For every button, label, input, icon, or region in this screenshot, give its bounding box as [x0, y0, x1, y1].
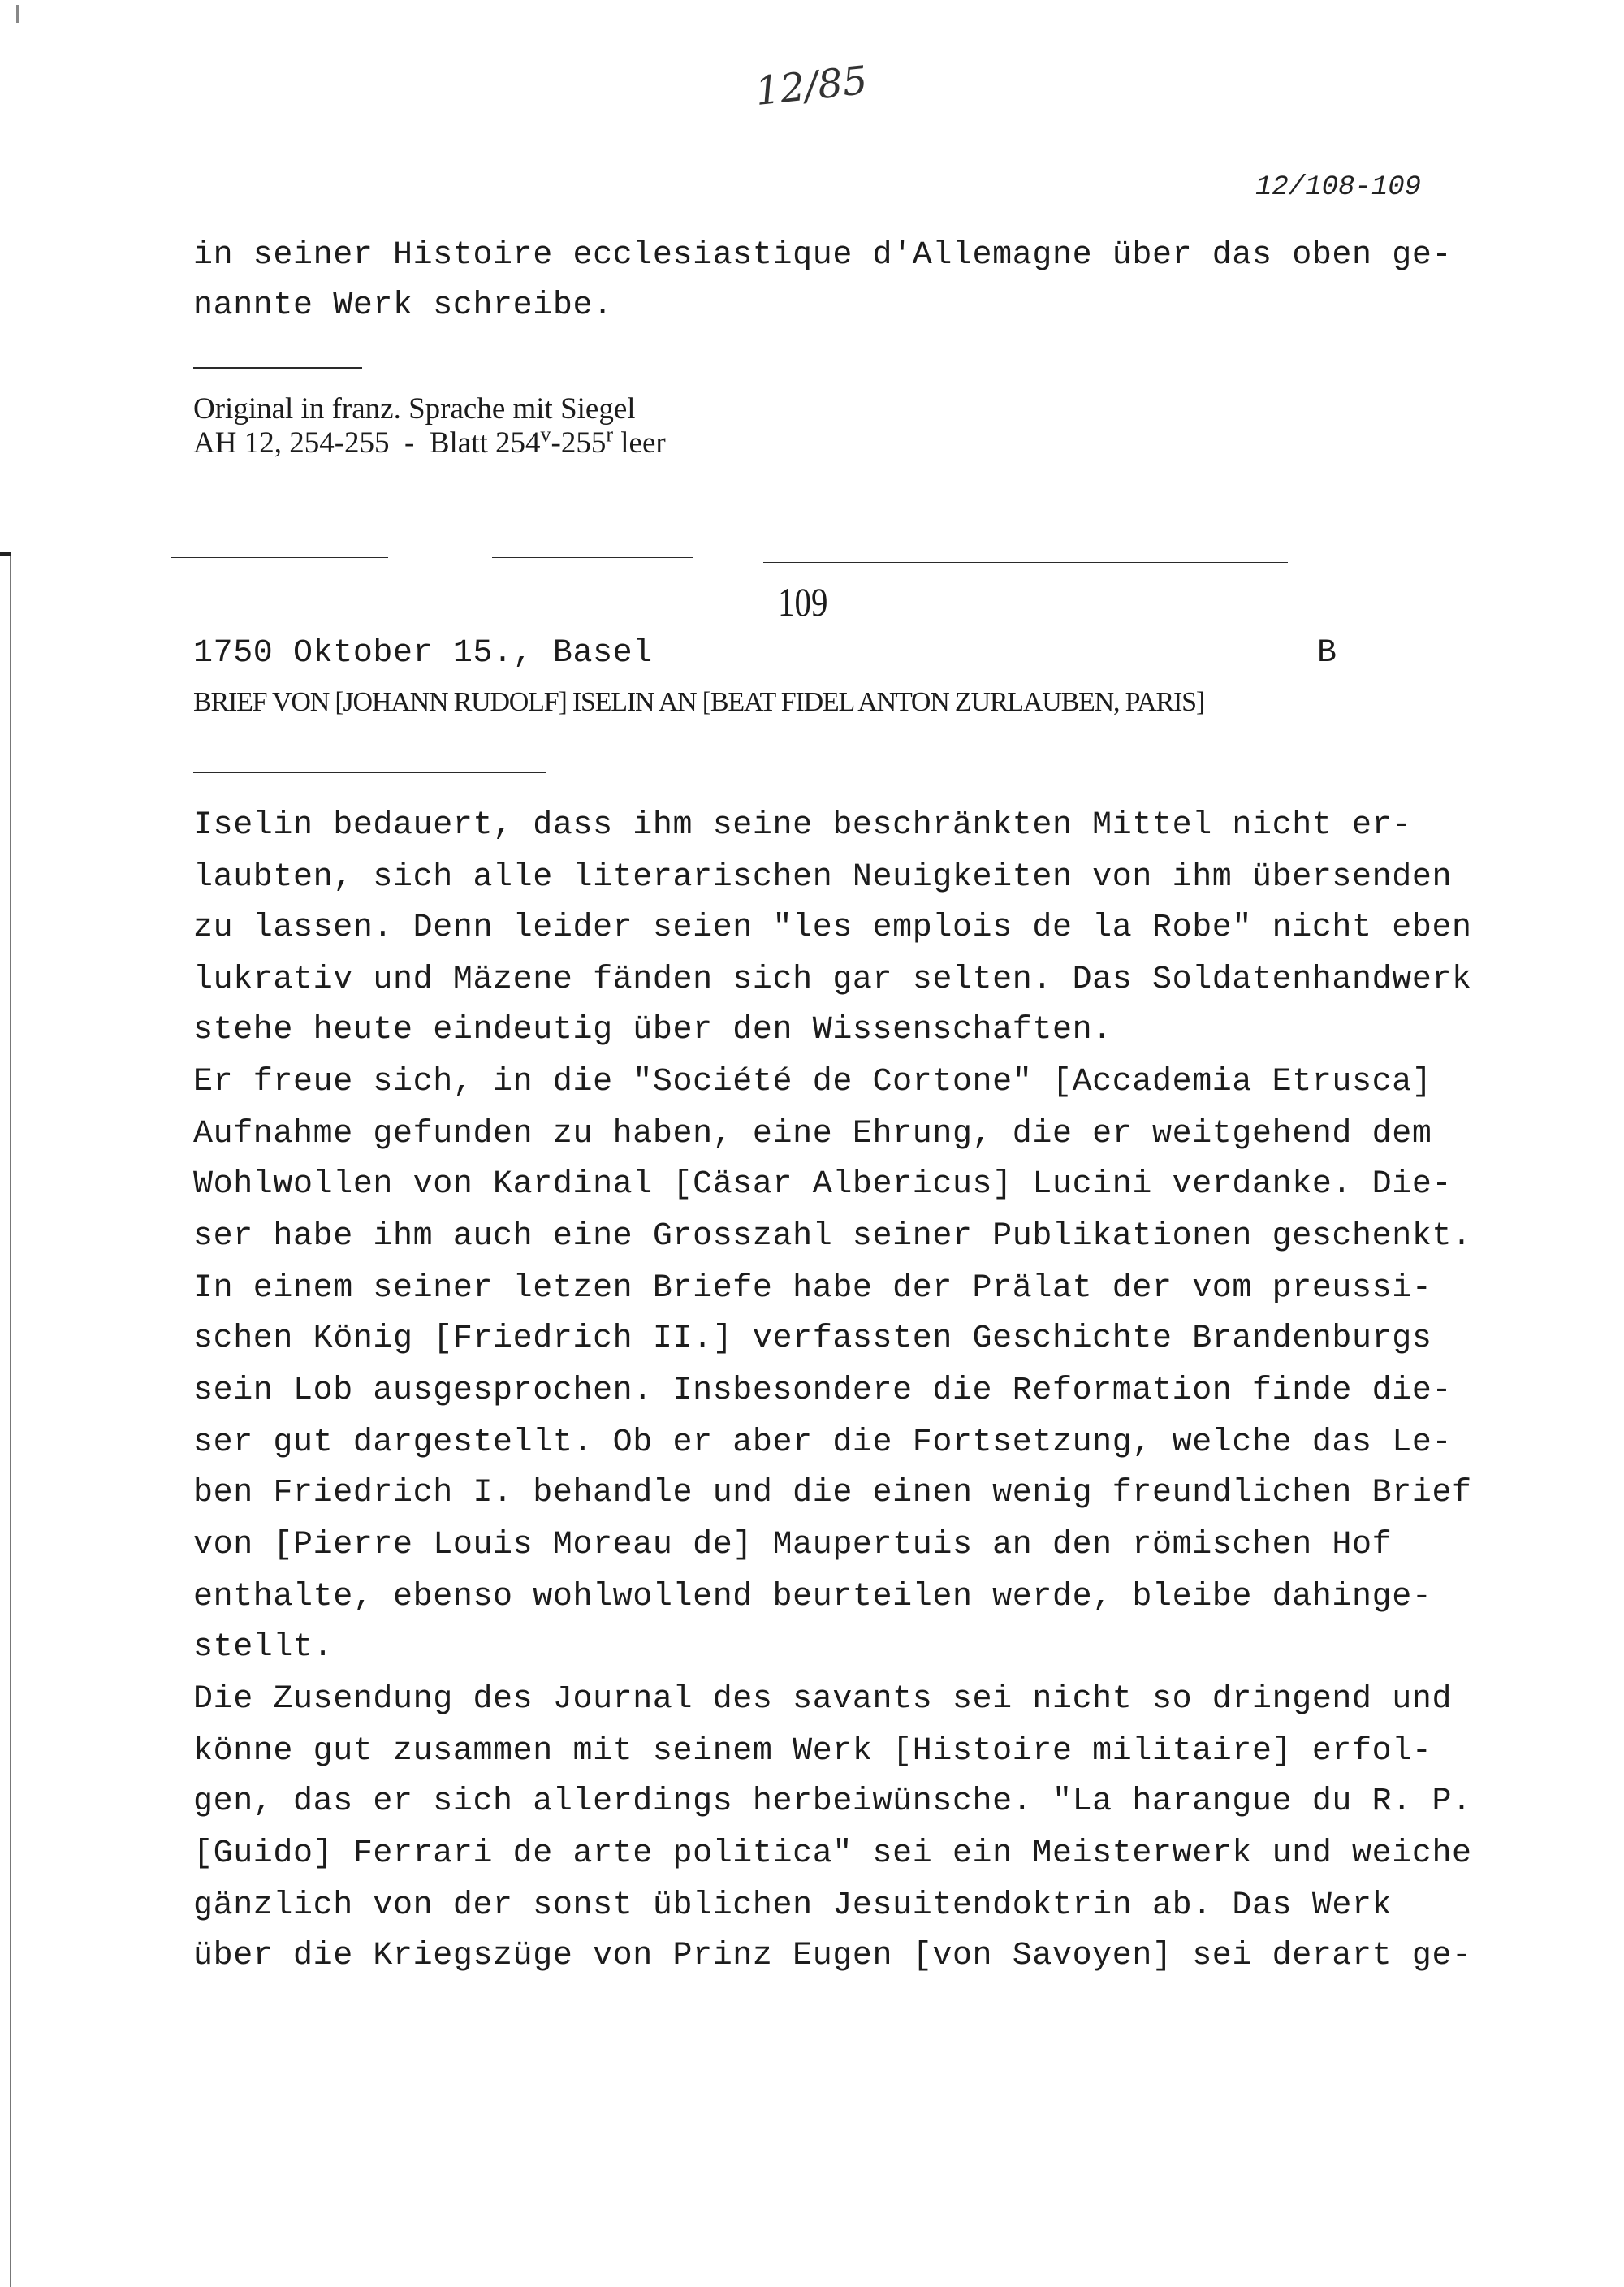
footnote-rule [193, 367, 362, 369]
separator-rule [171, 557, 388, 558]
letter-title: BRIEF VON [JOHANN RUDOLF] ISELIN AN [BEAT FIDEL ANTON ZURLAUBEN, PARIS] [193, 687, 1204, 717]
recto-superscript: r [606, 422, 614, 447]
page-reference: 12/108-109 [1255, 172, 1422, 203]
summary-line: ben Friedrich I. behandle und die einen wenig freundlichen Brief [193, 1475, 1472, 1511]
source-note-line-2 [193, 422, 666, 460]
summary-line: von [Pierre Louis Moreau de] Maupertuis an den römischen Hof [193, 1527, 1393, 1563]
letter-number: 109 [778, 579, 828, 625]
source-note-suffix: leer [613, 426, 666, 460]
summary-line: Die Zusendung des Journal des savants sei nicht so dringend und [193, 1681, 1453, 1718]
source-note-line: Original in franz. Sprache mit Siegel [193, 392, 636, 426]
summary-line: lukrativ und Mäzene fänden sich gar selten. Das Soldatenhandwerk [193, 962, 1472, 998]
summary-line: könne gut zusammen mit seinem Werk [Histoire militaire] erfol- [193, 1733, 1432, 1770]
separator-rule [492, 557, 693, 558]
title-rule [193, 772, 546, 773]
summary-line: ser habe ihm auch eine Grosszahl seiner Publikationen geschenkt. [193, 1218, 1472, 1255]
summary-line: laubten, sich alle literarischen Neuigkeiten von ihm übersenden [193, 859, 1453, 896]
summary-line: stellt. [193, 1629, 334, 1666]
summary-line: schen König [Friedrich II.] verfassten Geschichte Brandenburgs [193, 1321, 1432, 1357]
summary-line: enthalte, ebenso wohlwollend beurteilen werde, bleibe dahinge- [193, 1579, 1432, 1615]
separator-rule [763, 562, 1288, 563]
verso-superscript: v [540, 422, 551, 447]
summary-line: gänzlich von der sonst üblichen Jesuitendoktrin ab. Das Werk [193, 1887, 1393, 1924]
summary-line: sein Lob ausgesprochen. Insbesondere die Reformation finde die- [193, 1373, 1453, 1409]
summary-line: gen, das er sich allerdings herbeiwünsche. "La harangue du R. P. [193, 1783, 1472, 1820]
continuation-line: nannte Werk schreibe. [193, 287, 613, 324]
handwritten-archive-number: 12/85 [753, 57, 870, 115]
source-note-text: AH 12, 254-255 - Blatt 254 [193, 426, 541, 460]
summary-line: stehe heute eindeutig über den Wissenschaften. [193, 1012, 1112, 1048]
summary-line: [Guido] Ferrari de arte politica" sei ein Meisterwerk und weiche [193, 1835, 1472, 1872]
summary-line: zu lassen. Denn leider seien "les emplois de la Robe" nicht eben [193, 910, 1472, 946]
continuation-line: in seiner Histoire ecclesiastique d'Allemagne über das oben ge- [193, 237, 1453, 274]
summary-line: über die Kriegszüge von Prinz Eugen [von Savoyen] sei derart ge- [193, 1938, 1472, 1974]
summary-line: In einem seiner letzen Briefe habe der Prälat der vom preussi- [193, 1270, 1432, 1307]
source-note-range: -255 [551, 426, 607, 460]
summary-line: Iselin bedauert, dass ihm seine beschränkten Mittel nicht er- [193, 807, 1412, 844]
summary-line: ser gut dargestellt. Ob er aber die Fortsetzung, welche das Le- [193, 1425, 1453, 1461]
binding-edge-line [10, 556, 11, 2287]
letter-type-marker: B [1317, 635, 1337, 672]
summary-line: Er freue sich, in die "Société de Cortone" [Accademia Etrusca] [193, 1064, 1432, 1100]
corner-speck [16, 5, 19, 23]
summary-line: Wohlwollen von Kardinal [Cäsar Albericus] Lucini verdanke. Die- [193, 1166, 1453, 1203]
letter-date-place: 1750 Oktober 15., Basel [193, 635, 653, 672]
summary-line: Aufnahme gefunden zu haben, eine Ehrung, die er weitgehend dem [193, 1116, 1432, 1152]
